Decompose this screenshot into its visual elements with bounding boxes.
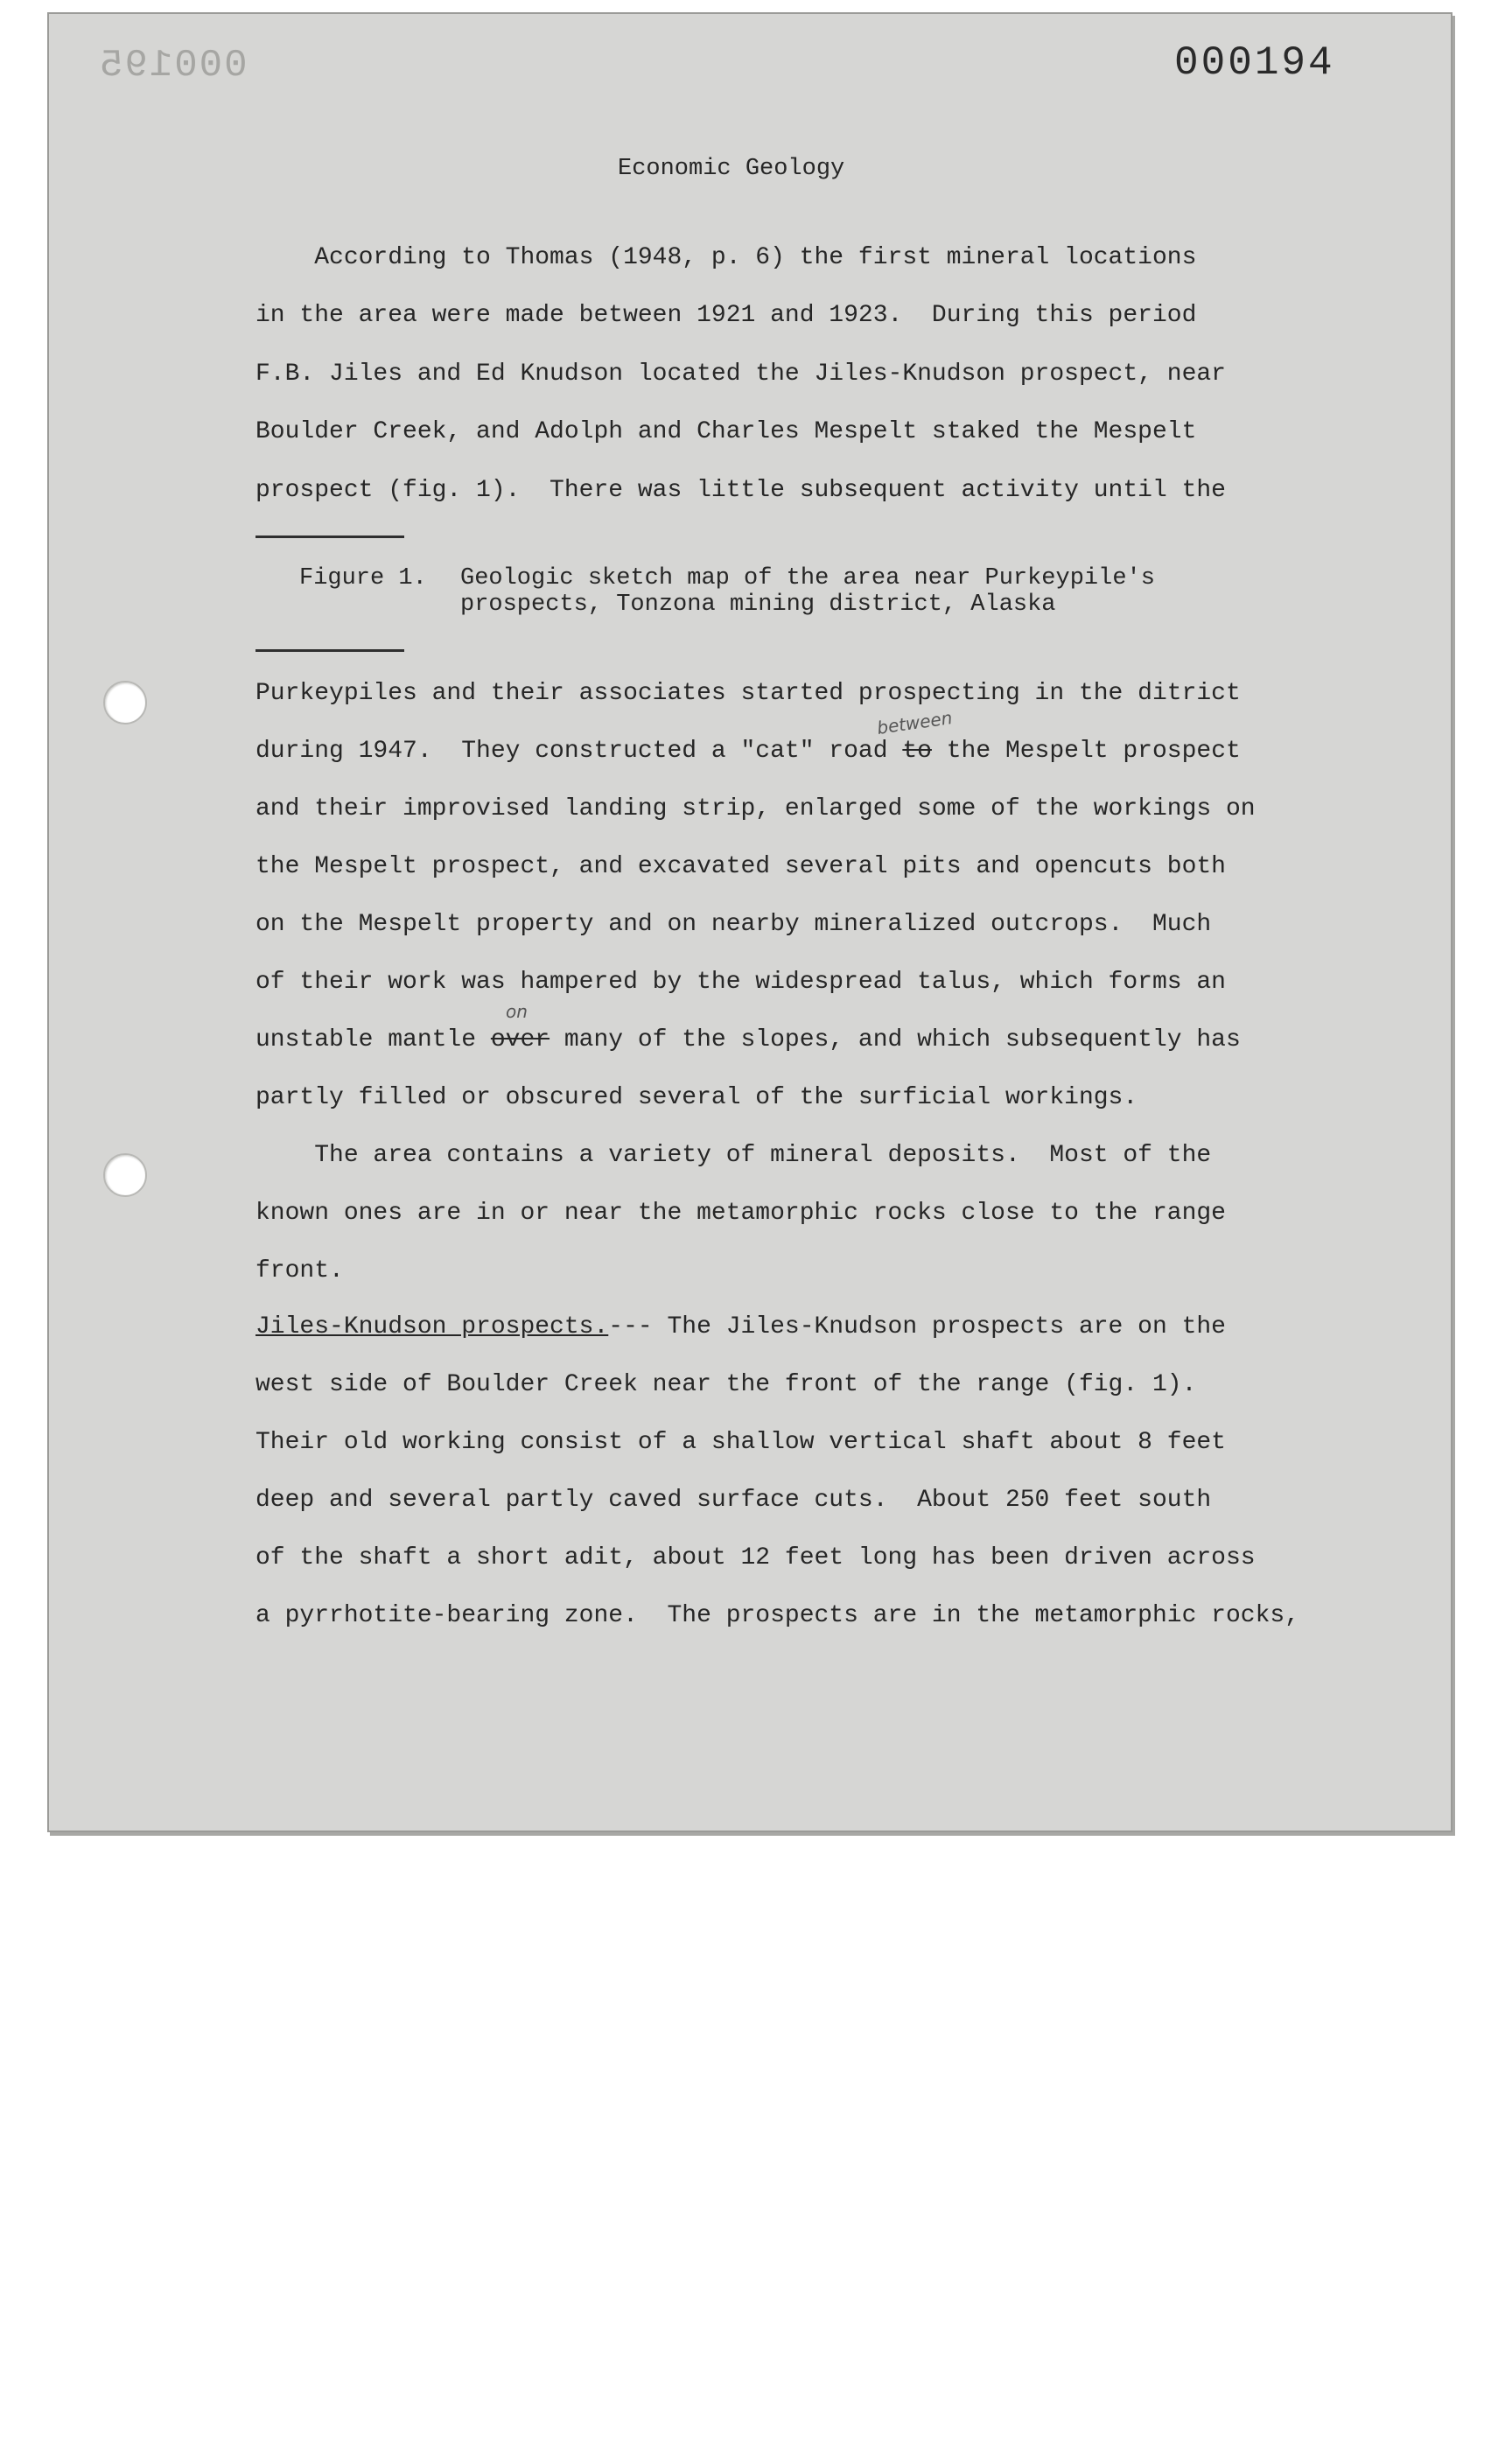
struck-word-to: to [902,738,932,765]
figure-caption-line1: Geologic sketch map of the area near Purkeypile's [460,565,1155,592]
paragraph2-line2-part-a: during 1947. They constructed a "cat" road [256,738,903,765]
punch-hole-bottom [103,1153,147,1197]
paragraph1-line5: prospect (fig. 1). There was little subsequent activity until the [256,477,1226,504]
paragraph4-line6: a pyrrhotite-bearing zone. The prospects are in the metamorphic rocks, [256,1602,1299,1629]
paragraph2-line8: partly filled or obscured several of the surficial workings. [256,1084,1138,1111]
page-number-stamp: 000194 [1174,40,1335,86]
paragraph3-line3: front. [256,1257,344,1284]
paragraph4-line2: west side of Boulder Creek near the front of the range (fig. 1). [256,1371,1197,1398]
caption-rule-top [256,536,404,538]
paragraph2-line7 [256,1026,1241,1055]
paragraph4-line1 [256,1312,1226,1342]
document-page [47,12,1452,1832]
paragraph4-line3: Their old working consist of a shallow vertical shaft about 8 feet [256,1429,1226,1456]
paragraph2-line2 [256,737,1241,766]
punch-hole-top [103,681,147,724]
paragraph2-line7-part-b: many of the slopes, and which subsequently has [550,1026,1241,1054]
caption-rule-bottom [256,649,404,652]
paragraph2-line4: the Mespelt prospect, and excavated several pits and opencuts both [256,853,1226,880]
paragraph1-line2: in the area were made between 1921 and 1923. During this period [256,302,1197,329]
paragraph1-line3: F.B. Jiles and Ed Knudson located the Jiles-Knudson prospect, near [256,360,1226,388]
paragraph2-line3: and their improvised landing strip, enlarged some of the workings on [256,795,1256,822]
figure-caption-line2: prospects, Tonzona mining district, Alaska [460,592,1056,618]
paragraph2-line7-part-a: unstable mantle [256,1026,491,1054]
paragraph1-line1: According to Thomas (1948, p. 6) the first mineral locations [256,244,1197,271]
paragraph3-line1: The area contains a variety of mineral deposits. Most of the [256,1142,1212,1169]
paragraph2-line6: of their work was hampered by the widespread talus, which forms an [256,969,1226,996]
paragraph4-line4: deep and several partly caved surface cuts. About 250 feet south [256,1487,1212,1514]
mirrored-stamp-number: 000195 [98,44,248,88]
paragraph4-line5: of the shaft a short adit, about 12 feet long has been driven across [256,1544,1256,1572]
paragraph1-line4: Boulder Creek, and Adolph and Charles Mespelt staked the Mespelt [256,418,1197,445]
paragraph2-line1: Purkeypiles and their associates started prospecting in the ditrict [256,680,1241,707]
paragraph3-line2: known ones are in or near the metamorphic rocks close to the range [256,1200,1226,1227]
paragraph2-line5: on the Mespelt property and on nearby mineralized outcrops. Much [256,911,1212,938]
handwritten-insert-on: on [506,1001,528,1022]
page-heading: Economic Geology [618,156,845,182]
subhead-jiles-knudson: Jiles-Knudson prospects. [256,1313,609,1340]
struck-word-over: over [490,1026,550,1054]
paragraph4-line1-rest: --- The Jiles-Knudson prospects are on the [608,1313,1226,1340]
figure-label: Figure 1. [299,565,427,592]
paragraph2-line2-part-b: the Mespelt prospect [931,738,1241,765]
handwritten-insert-between: between [875,707,954,738]
